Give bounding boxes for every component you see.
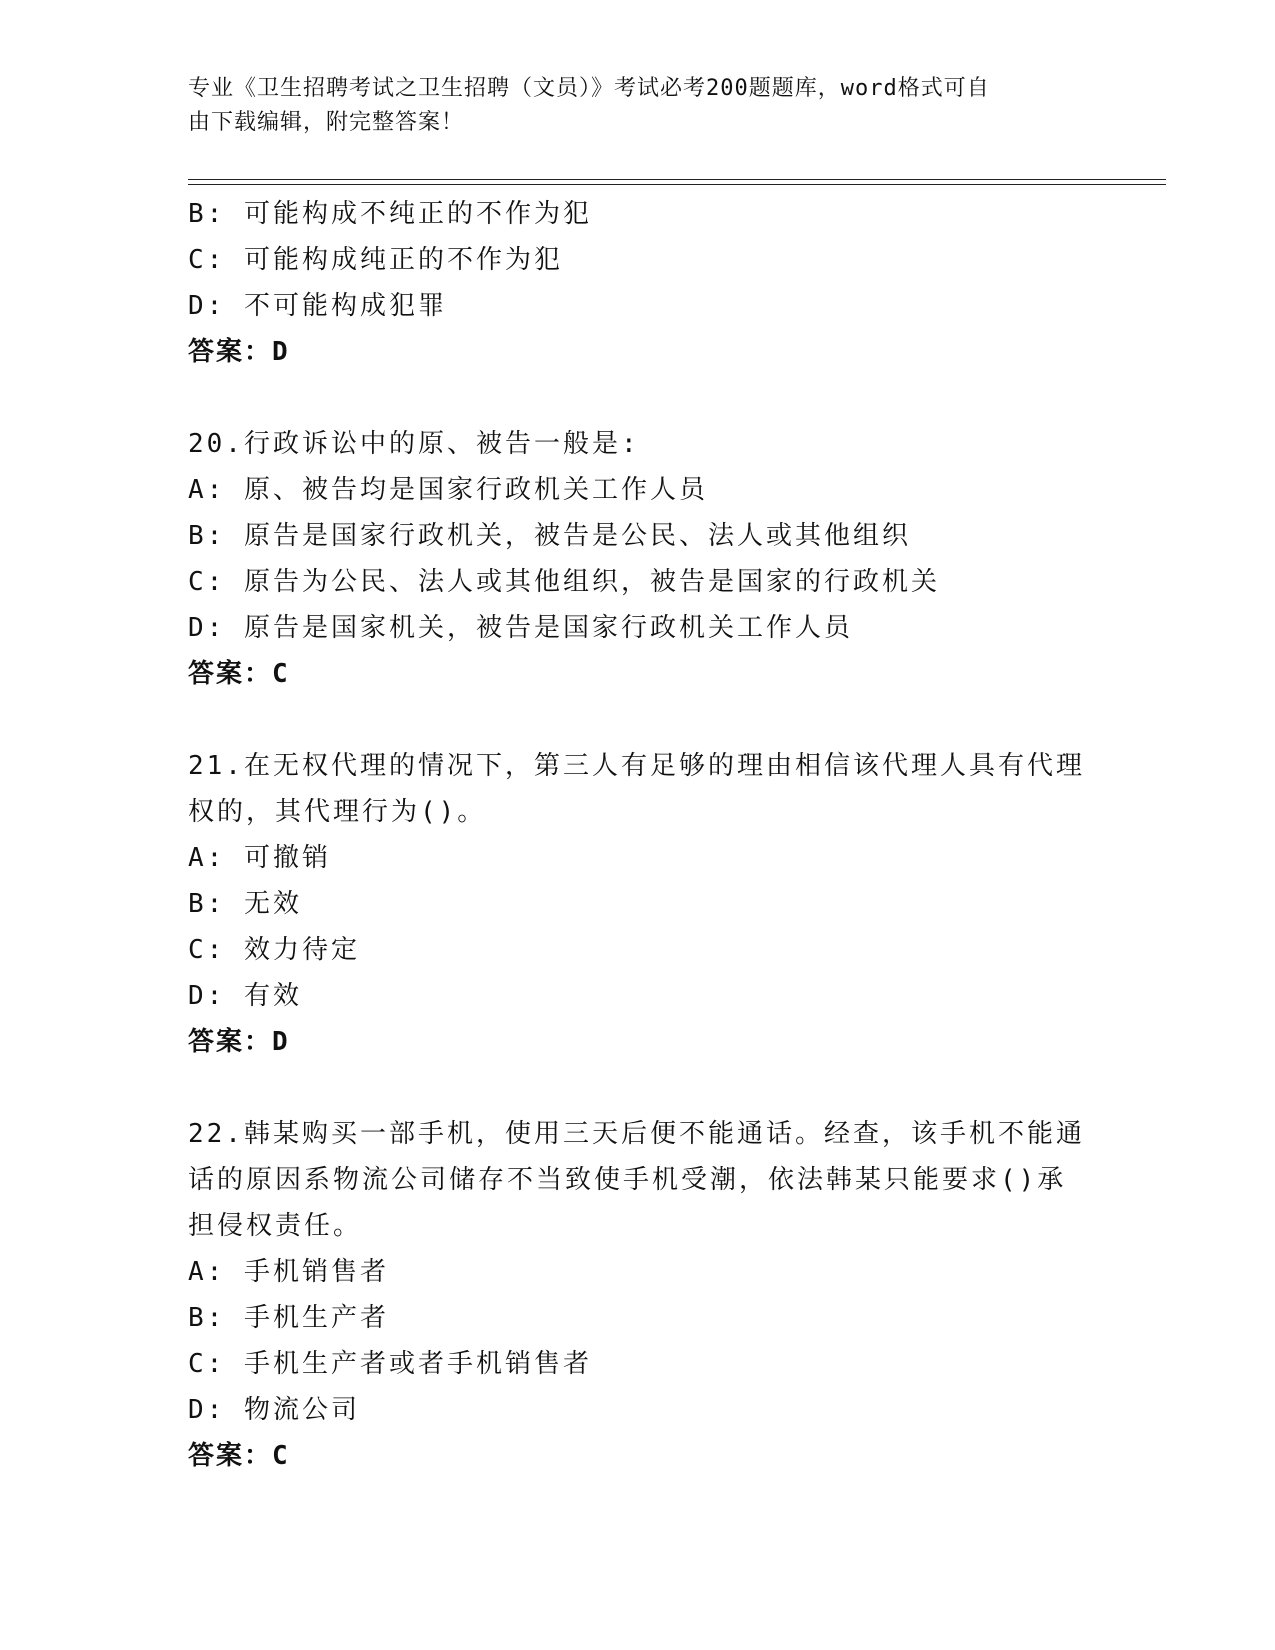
question-list (188, 191, 1118, 1479)
spacer (188, 697, 1118, 743)
header-line-1: 专业《卫生招聘考试之卫生招聘（文员）》考试必考200题题库，word格式可自 (188, 76, 990, 101)
question-22 (188, 1111, 1118, 1479)
question-stem-line-1: 22.韩某购买一部手机，使用三天后便不能通话。经查，该手机不能通 (188, 1119, 1085, 1149)
option-c: C: 手机生产者或者手机销售者 (188, 1349, 592, 1379)
question-19 (188, 191, 1118, 375)
document-header (188, 72, 1068, 140)
option-b: B: 原告是国家行政机关，被告是公民、法人或其他组织 (188, 521, 911, 551)
option-d: D: 不可能构成犯罪 (188, 291, 447, 321)
question-stem-line-2: 话的原因系物流公司储存不当致使手机受潮，依法韩某只能要求()承 (188, 1165, 1067, 1195)
question-20 (188, 421, 1118, 697)
answer-line: 答案：C (188, 1441, 290, 1471)
header-line-2: 由下载编辑，附完整答案！ (188, 110, 465, 135)
header-double-rule (188, 179, 1166, 185)
option-b: B: 可能构成不纯正的不作为犯 (188, 199, 592, 229)
option-d: D: 原告是国家机关，被告是国家行政机关工作人员 (188, 613, 853, 643)
option-c: C: 效力待定 (188, 935, 360, 965)
question-21 (188, 743, 1118, 1065)
option-c: C: 可能构成纯正的不作为犯 (188, 245, 563, 275)
option-b: B: 无效 (188, 889, 302, 919)
spacer (188, 375, 1118, 421)
spacer (188, 1065, 1118, 1111)
option-a: A: 原、被告均是国家行政机关工作人员 (188, 475, 708, 505)
question-stem-line-3: 担侵权责任。 (188, 1211, 363, 1241)
answer-line: 答案：D (188, 337, 290, 367)
option-c: C: 原告为公民、法人或其他组织，被告是国家的行政机关 (188, 567, 940, 597)
option-d: D: 有效 (188, 981, 302, 1011)
answer-line: 答案：D (188, 1027, 290, 1057)
document-page (188, 0, 1168, 1650)
question-stem: 20.行政诉讼中的原、被告一般是: (188, 429, 640, 459)
answer-line: 答案：C (188, 659, 290, 689)
option-d: D: 物流公司 (188, 1395, 360, 1425)
option-b: B: 手机生产者 (188, 1303, 389, 1333)
question-stem-line-2: 权的，其代理行为()。 (188, 797, 487, 827)
question-stem-line-1: 21.在无权代理的情况下，第三人有足够的理由相信该代理人具有代理 (188, 751, 1085, 781)
option-a: A: 可撤销 (188, 843, 331, 873)
option-a: A: 手机销售者 (188, 1257, 389, 1287)
